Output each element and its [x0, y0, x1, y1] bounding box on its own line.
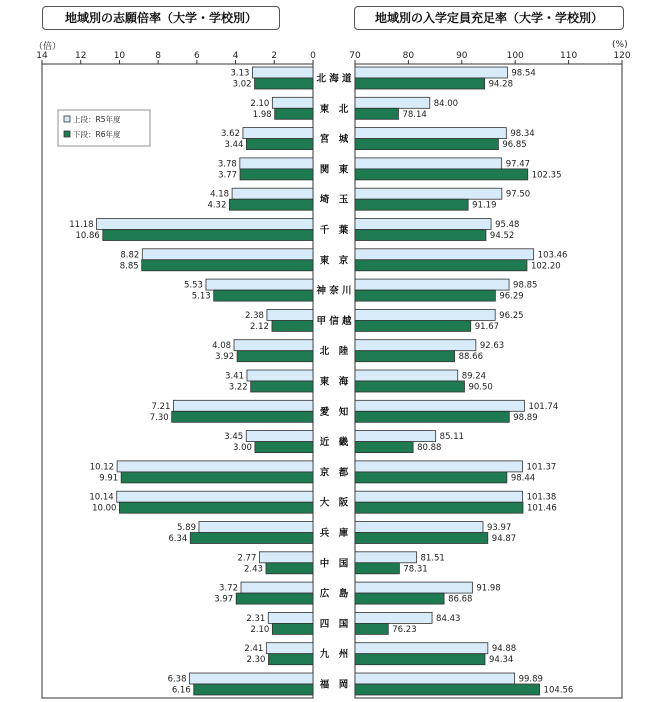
data-label-right-upper: 85.11	[439, 432, 465, 443]
region-label: 甲 信 越	[316, 315, 352, 327]
data-label-left-upper: 11.18	[69, 220, 94, 230]
data-label-right-upper: 94.88	[491, 644, 517, 655]
data-label-left-upper: 2.41	[244, 644, 264, 655]
data-label-right-lower: 78.14	[402, 109, 427, 120]
region-label: 宮 城	[319, 134, 349, 146]
data-label-left-lower: 9.91	[99, 473, 119, 484]
bar-right-upper	[355, 522, 483, 533]
data-label-right-lower: 76.23	[392, 624, 417, 635]
bar-right-upper	[355, 158, 502, 169]
bar-right-upper	[355, 279, 509, 290]
data-label-right-lower: 90.50	[468, 382, 493, 393]
bar-left-lower	[255, 78, 313, 89]
data-label-left-upper: 2.77	[237, 553, 257, 564]
region-label: 京 都	[319, 467, 349, 479]
data-label-left-upper: 5.53	[184, 280, 203, 291]
right-chart-title: 地域別の入学定員充足率（大学・学校別）	[354, 6, 624, 30]
left-tick-label: 4	[232, 51, 239, 61]
data-label-right-lower: 96.85	[502, 140, 527, 151]
bar-right-lower	[355, 290, 495, 301]
bar-right-lower	[355, 411, 509, 422]
bar-right-upper	[355, 582, 472, 593]
bar-left-lower	[229, 199, 313, 210]
bar-right-lower	[355, 320, 471, 331]
data-label-right-upper: 101.38	[526, 492, 557, 503]
data-label-right-lower: 88.66	[458, 352, 483, 363]
data-label-left-lower: 3.00	[232, 443, 252, 454]
data-label-left-upper: 3.78	[217, 159, 237, 170]
bar-right-lower	[355, 351, 455, 362]
data-label-left-lower: 3.44	[224, 140, 244, 151]
data-label-right-upper: 96.25	[499, 310, 524, 321]
left-tick-label: 2	[271, 51, 278, 61]
region-label: 北 海 道	[316, 73, 352, 85]
bar-right-upper	[355, 612, 432, 623]
legend-swatch-lower	[64, 131, 70, 137]
data-label-left-upper: 10.14	[89, 492, 114, 503]
bar-right-lower	[355, 169, 528, 180]
bar-right-upper	[355, 400, 524, 411]
data-label-right-lower: 94.87	[491, 534, 517, 544]
bar-left-lower	[121, 472, 313, 483]
region-label: 福 岡	[319, 679, 349, 691]
bar-right-upper	[355, 643, 488, 654]
bar-left-lower	[251, 381, 313, 392]
region-label: 千 葉	[319, 225, 349, 236]
bar-left-lower	[172, 411, 313, 422]
legend-label-lower: 下段：R6年度	[73, 130, 121, 139]
bar-right-upper	[355, 431, 436, 442]
data-label-left-upper: 4.08	[212, 341, 232, 352]
bar-right-lower	[355, 78, 485, 89]
region-label: 東 海	[319, 376, 349, 388]
bar-left-upper	[232, 188, 313, 199]
bar-left-lower	[214, 290, 313, 301]
bar-right-lower	[355, 593, 444, 604]
region-label: 大 阪	[319, 497, 349, 509]
data-label-left-lower: 1.98	[252, 109, 272, 120]
bar-left-lower	[275, 108, 313, 119]
data-label-left-upper: 4.18	[210, 189, 230, 200]
data-label-right-lower: 104.56	[543, 685, 574, 696]
data-label-left-lower: 8.85	[119, 261, 139, 272]
data-label-left-lower: 4.32	[207, 200, 227, 211]
bar-left-upper	[234, 340, 313, 351]
bar-right-upper	[355, 128, 506, 139]
data-label-left-lower: 6.16	[171, 685, 191, 696]
bar-left-upper	[173, 400, 313, 411]
bar-left-upper	[240, 158, 313, 169]
bar-right-upper	[355, 673, 515, 684]
bar-right-lower	[355, 563, 399, 574]
data-label-left-lower: 3.97	[214, 594, 234, 605]
bar-right-lower	[355, 139, 498, 150]
data-label-left-upper: 6.38	[167, 674, 187, 685]
data-label-right-lower: 102.20	[530, 261, 561, 272]
right-tick-label: 110	[560, 51, 578, 61]
data-label-left-lower: 2.12	[250, 321, 269, 332]
bar-left-upper	[268, 612, 313, 623]
bar-left-lower	[268, 654, 313, 665]
bar-left-upper	[117, 461, 313, 472]
bar-left-upper	[272, 97, 313, 108]
bar-left-lower	[255, 442, 313, 453]
data-label-right-upper: 101.37	[526, 462, 557, 473]
data-label-left-lower: 3.22	[228, 382, 248, 393]
bar-right-lower	[355, 108, 398, 119]
left-tick-label: 14	[36, 51, 48, 61]
bar-left-lower	[194, 684, 313, 695]
region-label: 中 国	[319, 558, 349, 570]
bar-left-lower	[236, 593, 313, 604]
bar-right-lower	[355, 623, 388, 634]
data-label-right-lower: 96.29	[499, 291, 524, 302]
bar-left-upper	[247, 370, 313, 381]
data-label-right-lower: 80.88	[417, 443, 442, 454]
bar-right-lower	[355, 381, 464, 392]
bar-right-lower	[355, 230, 486, 241]
data-label-left-upper: 3.62	[220, 129, 240, 140]
data-label-left-lower: 2.43	[244, 564, 263, 575]
data-label-right-upper: 98.85	[513, 280, 538, 291]
right-tick-label: 120	[613, 51, 631, 61]
data-label-right-upper: 98.54	[511, 68, 536, 79]
data-label-right-lower: 86.68	[448, 594, 473, 605]
data-label-left-lower: 6.34	[168, 534, 188, 544]
data-label-right-upper: 89.24	[461, 371, 487, 382]
region-label: 兵 庫	[319, 528, 349, 539]
bar-right-lower	[355, 684, 540, 695]
data-label-left-upper: 3.13	[230, 68, 250, 79]
bar-right-upper	[355, 340, 476, 351]
data-label-left-upper: 5.89	[177, 523, 196, 533]
bar-left-lower	[142, 260, 313, 271]
bar-right-lower	[355, 533, 488, 544]
bar-right-upper	[355, 249, 534, 260]
bar-right-lower	[355, 654, 485, 665]
bar-right-upper	[355, 188, 502, 199]
data-label-left-lower: 3.02	[232, 79, 252, 90]
data-label-left-upper: 3.72	[219, 583, 238, 594]
data-label-right-upper: 84.00	[433, 98, 459, 109]
right-tick-label: 80	[402, 51, 415, 61]
legend-swatch-upper	[64, 116, 70, 122]
left-tick-label: 0	[310, 51, 316, 61]
bar-right-upper	[355, 97, 430, 108]
bar-right-lower	[355, 502, 523, 513]
bar-right-lower	[355, 472, 507, 483]
data-label-left-upper: 2.31	[246, 613, 266, 624]
bar-right-upper	[355, 309, 495, 320]
left-tick-label: 10	[113, 51, 126, 61]
region-label: 神 奈 川	[316, 285, 352, 297]
data-label-left-upper: 8.82	[120, 250, 140, 261]
left-tick-label: 8	[155, 51, 162, 61]
bar-left-upper	[117, 491, 313, 502]
left-tick-label: 6	[193, 51, 200, 61]
data-label-right-upper: 92.63	[479, 341, 505, 352]
bar-left-upper	[206, 279, 313, 290]
data-label-left-lower: 7.30	[149, 412, 169, 423]
right-tick-label: 90	[456, 51, 468, 61]
region-label: 東 北	[319, 103, 349, 115]
bar-right-upper	[355, 552, 416, 563]
region-label: 東 京	[319, 255, 349, 267]
bar-left-upper	[267, 309, 313, 320]
left-tick-label: 12	[74, 51, 87, 61]
bar-left-lower	[272, 320, 313, 331]
data-label-left-lower: 3.92	[215, 352, 235, 363]
data-label-right-upper: 97.50	[505, 189, 531, 200]
region-label: 四 国	[319, 618, 349, 630]
bar-left-lower	[190, 533, 313, 544]
bar-right-upper	[355, 461, 523, 472]
region-label: 愛 知	[319, 406, 349, 418]
data-label-right-lower: 94.28	[488, 79, 513, 90]
data-label-right-lower: 98.89	[513, 412, 538, 423]
bar-left-lower	[246, 139, 313, 150]
data-label-right-upper: 84.43	[436, 613, 461, 624]
region-label: 近 畿	[319, 437, 349, 449]
bar-left-upper	[97, 219, 313, 230]
bar-right-lower	[355, 260, 527, 271]
data-label-left-lower: 3.77	[218, 170, 238, 181]
bar-left-lower	[240, 169, 313, 180]
data-label-left-upper: 3.41	[225, 371, 244, 382]
bar-left-upper	[241, 582, 313, 593]
data-label-right-upper: 91.98	[476, 583, 501, 594]
data-label-left-upper: 2.10	[250, 98, 270, 109]
legend	[58, 110, 150, 146]
data-label-right-lower: 98.44	[510, 473, 536, 484]
data-label-right-lower: 94.52	[489, 231, 515, 241]
data-label-left-upper: 3.45	[224, 432, 244, 443]
data-label-right-lower: 101.46	[526, 503, 557, 514]
data-label-right-upper: 97.47	[505, 159, 531, 170]
bar-left-lower	[266, 563, 313, 574]
bar-left-lower	[272, 623, 313, 634]
bar-left-lower	[237, 351, 313, 362]
region-label: 埼 玉	[319, 194, 349, 206]
region-label: 北 陸	[319, 346, 349, 358]
data-label-left-upper: 10.12	[89, 462, 115, 473]
data-label-right-upper: 93.97	[486, 523, 512, 533]
bar-left-lower	[103, 230, 313, 241]
data-label-left-lower: 2.30	[246, 655, 266, 666]
bar-right-lower	[355, 199, 468, 210]
data-label-left-upper: 2.38	[244, 310, 264, 321]
legend-label-upper: 上段：R5年度	[73, 115, 121, 124]
bar-right-upper	[355, 491, 523, 502]
bar-left-upper	[246, 431, 313, 442]
data-label-left-lower: 10.00	[92, 503, 117, 514]
bar-left-upper	[243, 128, 313, 139]
bar-left-upper	[142, 249, 313, 260]
left-unit-label: （倍）	[34, 42, 62, 52]
data-label-right-lower: 91.19	[472, 200, 497, 211]
right-tick-label: 100	[506, 51, 524, 61]
data-label-right-upper: 95.48	[495, 220, 520, 230]
data-label-right-lower: 102.35	[531, 170, 562, 181]
bar-left-upper	[252, 67, 313, 78]
right-unit-label: (%)	[612, 40, 628, 50]
bar-left-upper	[266, 643, 313, 654]
bar-left-lower	[119, 502, 313, 513]
bar-right-upper	[355, 219, 491, 230]
data-label-right-upper: 99.89	[518, 674, 543, 685]
data-label-right-lower: 94.34	[488, 655, 514, 666]
region-label: 広 島	[319, 588, 349, 600]
data-label-left-lower: 10.86	[75, 231, 100, 241]
bar-left-upper	[190, 673, 313, 684]
data-label-right-upper: 81.51	[420, 553, 445, 564]
bar-right-upper	[355, 370, 458, 381]
right-tick-label: 70	[349, 51, 361, 61]
data-label-left-upper: 7.21	[151, 401, 171, 412]
region-label: 関 東	[319, 164, 349, 176]
data-label-right-lower: 91.67	[474, 321, 500, 332]
data-label-right-upper: 98.34	[510, 129, 535, 140]
data-label-left-lower: 5.13	[191, 291, 211, 302]
data-label-right-upper: 101.74	[528, 401, 559, 412]
bar-left-upper	[199, 522, 313, 533]
bar-left-upper	[259, 552, 313, 563]
data-label-left-lower: 2.10	[250, 624, 270, 635]
left-chart-title: 地域別の志願倍率（大学・学校別）	[42, 6, 280, 30]
data-label-right-upper: 103.46	[537, 250, 568, 261]
data-label-right-lower: 78.31	[403, 564, 428, 575]
bar-right-lower	[355, 442, 413, 453]
region-label: 九 州	[319, 649, 349, 661]
bar-right-upper	[355, 67, 507, 78]
